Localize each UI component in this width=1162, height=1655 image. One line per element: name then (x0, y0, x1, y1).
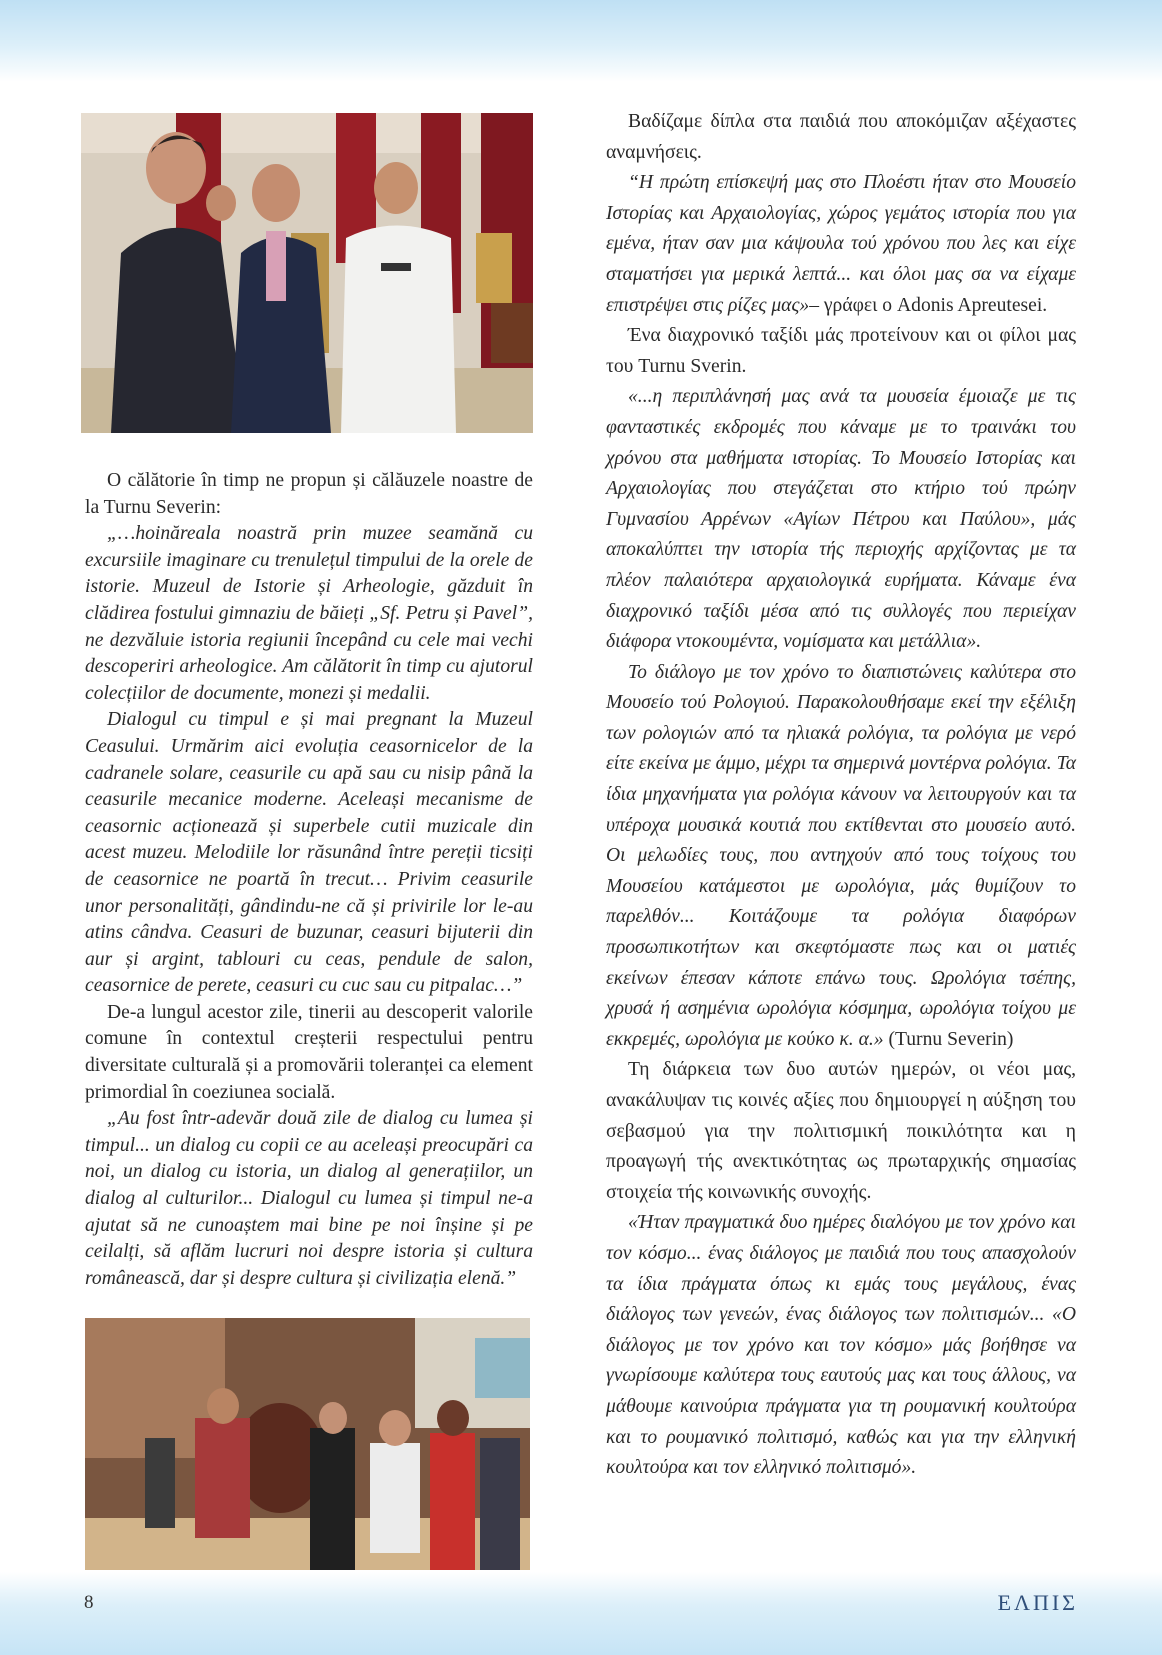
magazine-title: ΕΛΠΙΣ (997, 1590, 1078, 1615)
right-paragraph-5 (606, 658, 1076, 1056)
right-paragraph-5-source: (Turnu Severin) (883, 1028, 1014, 1050)
right-paragraph-3: Ένα διαχρονικό ταξίδι μάς προτείνουν και οι φίλοι μας του Turnu Sverin. (606, 325, 1076, 377)
left-paragraph-3: Dialogul cu timpul e și mai pregnant la Muzeul Ceasului. Urmărim aici evoluția ceasornicelor de la cadranele solare, ceasurile cu apă sau cu nisip până la ceasurile mecanice moderne. Aceleași mecanisme de ceasornic acționează și superbele cutii muzicale din acest muzeu. Melodiile lor răsunând între pereții ticsiți de ceasornice ne poartă în trecut… Privim ceasurile unor personalități, gândindu-ne că și privirile lor le-au atins cândva. Ceasuri de buzunar, ceasuri bijuterii din aur și argint, tablouri cu ceas, pendule de salon, ceasornice de perete, ceasuri cu cuc sau cu pitpalac…” (85, 709, 533, 997)
left-paragraph-4: De-a lungul acestor zile, tinerii au descoperit valorile comune în contextul creșterii respectului pentru diversitate culturală și a promovării toleranței ca element primordial în coeziunea socială. (85, 1001, 533, 1103)
right-paragraph-6: Τη διάρκεια των δυο αυτών ημερών, οι νέοι μας, ανακάλυψαν τις κοινές αξίες που δημιουργεί η αύξηση του σεβασμού για την πολιτισμική ποικιλότητα και η προαγωγή τής ανεκτικότητας ως πρωταρχικής σημασίας στοιχεία τής κοινωνικής συνοχής. (606, 1059, 1076, 1203)
header-band (0, 0, 1162, 82)
left-paragraph-5: „Au fost într-adevăr două zile de dialog cu lumea și timpul... un dialog cu copii ce au aceleași preocupări ca noi, un dialog cu istoria, un dialog al generațiilor, un dialog al culturilor... Dialogul cu lumea și timpul ne-a ajutat să ne cunoaștem mai bine pe noi înșine și pe ceilalți, să aflăm lucruri noi despre istoria și cultura românească, dar și despre cultura și civilizația elenă.” (85, 1108, 533, 1289)
right-paragraph-7: «Ήταν πραγματικά δυο ημέρες διαλόγου με τον χρόνο και τον κόσμο... ένας διάλογος με παιδιά που τους απασχολούν τα ίδια πράγματα όπως κι εμάς τους μεγάλους, ένας διάλογος των γενεών, ένας διάλογος των πολιτισμών... «Ο διάλογος με τον χρόνο και τον κόσμο» μάς βοήθησε να γνωρίσουμε καλύτερα τους εαυτούς μας και τους άλλους, να μάθουμε καινούρια πράγματα για τη ρουμανική κουλτούρα και το ρουμανικό πολιτισμό, καθώς και για την ελληνική κουλτούρα και τον ελληνικό πολιτισμό». (606, 1212, 1076, 1479)
page-number: 8 (84, 1592, 94, 1613)
photo-group-museum (85, 1318, 530, 1570)
photo-group-museum-image (85, 1318, 530, 1570)
right-paragraph-2 (606, 168, 1076, 321)
photo-museum-visit-image (81, 113, 533, 433)
right-paragraph-2-quote: “Η πρώτη επίσκεψή μας στο Πλοέστι ήταν στο Μουσείο Ιστορίας και Αρχαιολογίας, χώρος γεμάτος ιστορία που για εμένα, ήταν σαν μια κάψουλα τού χρόνου που λες και είχε σταματήσει για μερικά λεπτά... και όλοι μας σα να είχαμε επιστρέψει στις ρίζες μας»– (606, 172, 1076, 316)
left-column-romanian (85, 468, 533, 1292)
right-paragraph-1: Βαδίζαμε δίπλα στα παιδιά που αποκόμιζαν αξέχαστες αναμνήσεις. (606, 111, 1076, 163)
left-paragraph-1: O călătorie în timp ne propun și călăuzele noastre de la Turnu Severin: (85, 470, 533, 518)
right-paragraph-4: «...η περιπλάνησή μας ανά τα μουσεία έμοιαζε με τις φανταστικές εκδρομές που κάναμε με το τραινάκι του χρόνου στα μαθήματα ιστορίας. Το Μουσείο Ιστορίας και Αρχαιολογίας που στεγάζεται στο κτήριο τού πρώην Γυμνασίου Αρρένων «Αγίων Πέτρου και Παύλου», μάς αποκαλύπτει την ιστορία τής περιοχής αρχίζοντας με τα πλέον παλαιότερα αρχαιολογικά ευρήματα. Κάναμε ένα διαχρονικό ταξίδι μέσα από τις συλλογές που περιείχαν διάφορα ντοκουμέντα, νομίσματα και μετάλλια». (606, 386, 1076, 653)
footer-band (0, 1572, 1162, 1655)
photo-museum-visit (81, 113, 533, 433)
left-paragraph-2: „…hoinăreala noastră prin muzee seamănă cu excursiile imaginare cu trenulețul timpului de la orele de istorie. Muzeul de Istorie și Arheologie, găzduit în clădirea fostului gimnaziu de băieți „Sf. Petru și Pavel”, ne dezvăluie istoria regiunii începând cu cele mai vechi descoperiri arheologice. Am călătorit în timp cu ajutorul colecțiilor de documente, monezi și medalii. (85, 523, 533, 704)
right-column-greek (606, 107, 1076, 1484)
right-paragraph-2-attribution: γράφει ο Adonis Apreutesei. (819, 294, 1048, 316)
right-paragraph-5-quote: Το διάλογο με τον χρόνο το διαπιστώνεις καλύτερα στο Μουσείο τού Ρολογιού. Παρακολουθήσαμε εκεί την εξέλιξη των ρολογιών από τα ηλιακά ρολόγια, τα ρολόγια με νερό είτε εκείνα με άμμο, μέχρι τα σημερινά μοντέρνα ρολόγια. Τα ίδια μηχανήματα για ρολόγια κάνουν να λειτουργούν και τα υπέροχα μουσικά κουτιά που εκτίθενται στο μουσείο αυτό. Οι μελωδίες τους, που αντηχούν από τους τοίχους του Μουσείου κατάμεστοι με ωρολόγια, μάς θυμίζουν το παρελθόν... Κοιτάζουμε τα ρολόγια διαφόρων προσωπικοτήτων και σκεφτόμαστε πως και οι ματιές εκείνων έπεσαν κάποτε επάνω τους. Ωρολόγια τσέπης, χρυσά ή ασημένια ωρολόγια κόσμημα, ωρολόγια τοίχου με εκκρεμές, ωρολόγια με κούκο κ. α.» (606, 661, 1076, 1050)
